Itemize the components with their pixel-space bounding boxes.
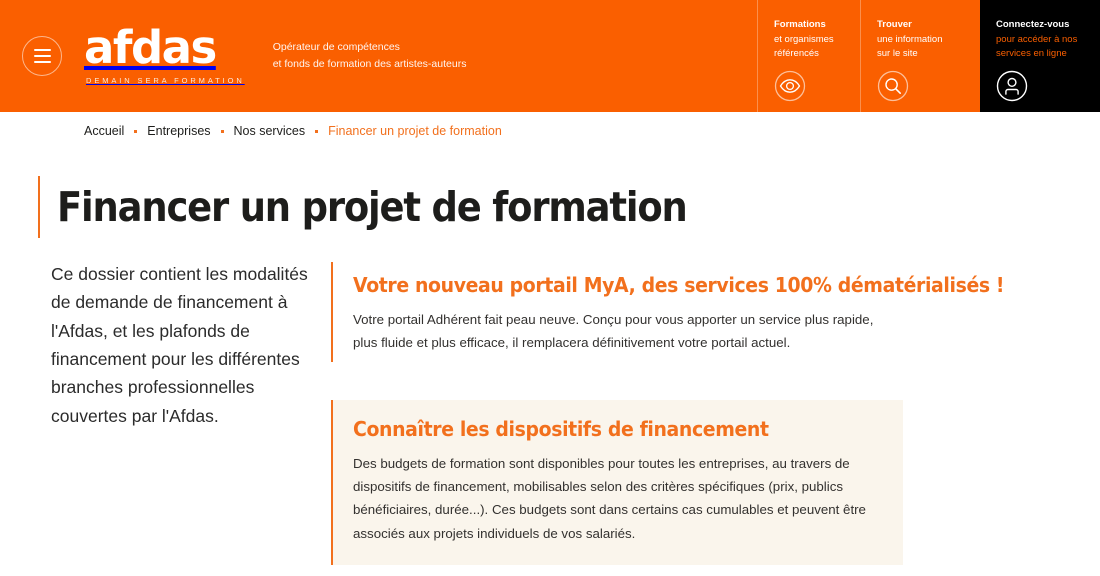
nav-item-subtitle-2: services en ligne [996,48,1067,60]
baseline-line-2: et fonds de formation des artistes-auteurs [272,58,467,70]
content-cards [331,262,1005,565]
eye-icon [774,70,806,102]
intro-paragraph: Ce dossier contient les modalités de demande de financement à l'Afdas, et les plafonds de financement pour les différentes branches professionnelles couvertes par l'Afdas. [51,264,308,426]
page-title: Financer un projet de formation [57,183,687,231]
header-baseline [273,39,467,74]
nav-item-subtitle-1: et organismes [774,33,834,45]
breadcrumb [84,124,502,138]
nav-item-subtitle-2: référencés [774,48,819,60]
hamburger-line [34,49,51,51]
nav-item-subtitle-1: pour accéder à nos [996,33,1078,45]
card-title: Connaître les dispositifs de financement [353,417,769,442]
hamburger-line [34,61,51,63]
breadcrumb-separator-icon [221,130,224,133]
search-icon[interactable] [877,70,909,102]
card-mya-portal[interactable] [331,262,1005,362]
card-body: Des budgets de formation sont disponibles pour toutes les entreprises, au travers de dispositifs de financement, mobilisables selon des critères spécifiques (prix, publics bénéficiaires, durée...). Ces budgets sont dans certains cas cumulables et peuvent être associés aux projets individuels de vos salariés. [353,455,866,541]
card-dispositifs-financement[interactable] [331,400,903,565]
title-accent-bar [38,176,40,238]
breadcrumb-item-nos-services[interactable]: Nos services [233,124,306,138]
site-header [0,0,1100,112]
baseline-line-1: Opérateur de compétences [272,40,400,53]
nav-item-title: Connectez-vous [996,19,1070,30]
breadcrumb-item-accueil[interactable]: Accueil [84,124,125,138]
breadcrumb-item-current: Financer un projet de formation [328,124,502,138]
header-nav [757,0,1100,112]
nav-item-trouver[interactable] [860,0,980,112]
hamburger-menu-icon[interactable] [22,36,62,76]
card-body: Votre portail Adhérent fait peau neuve. Conçu pour vous apporter un service plus rapide, plus fluide et plus efficace, il remplacera définitivement votre portail actuel. [353,311,874,350]
nav-item-title: Formations [774,19,826,30]
header-branding [0,0,757,112]
nav-item-connexion[interactable] [980,0,1100,112]
breadcrumb-item-entreprises[interactable]: Entreprises [147,124,211,138]
logo-tagline: DEMAIN SERA FORMATION [86,76,245,86]
breadcrumb-separator-icon [315,130,318,133]
user-account-icon[interactable] [996,70,1028,102]
page-title-wrapper [38,176,757,238]
nav-item-subtitle-1: une information [877,33,943,45]
logo-wordmark: afdas [84,20,216,74]
card-title: Votre nouveau portail MyA, des services 100% dématérialisés ! [353,273,1005,297]
card-spacer [331,362,903,400]
nav-item-subtitle-2: sur le site [877,48,918,60]
site-logo[interactable] [84,20,245,86]
nav-item-title: Trouver [877,19,912,30]
breadcrumb-separator-icon [134,130,137,133]
hamburger-line [34,55,51,57]
nav-item-formations[interactable] [757,0,860,112]
